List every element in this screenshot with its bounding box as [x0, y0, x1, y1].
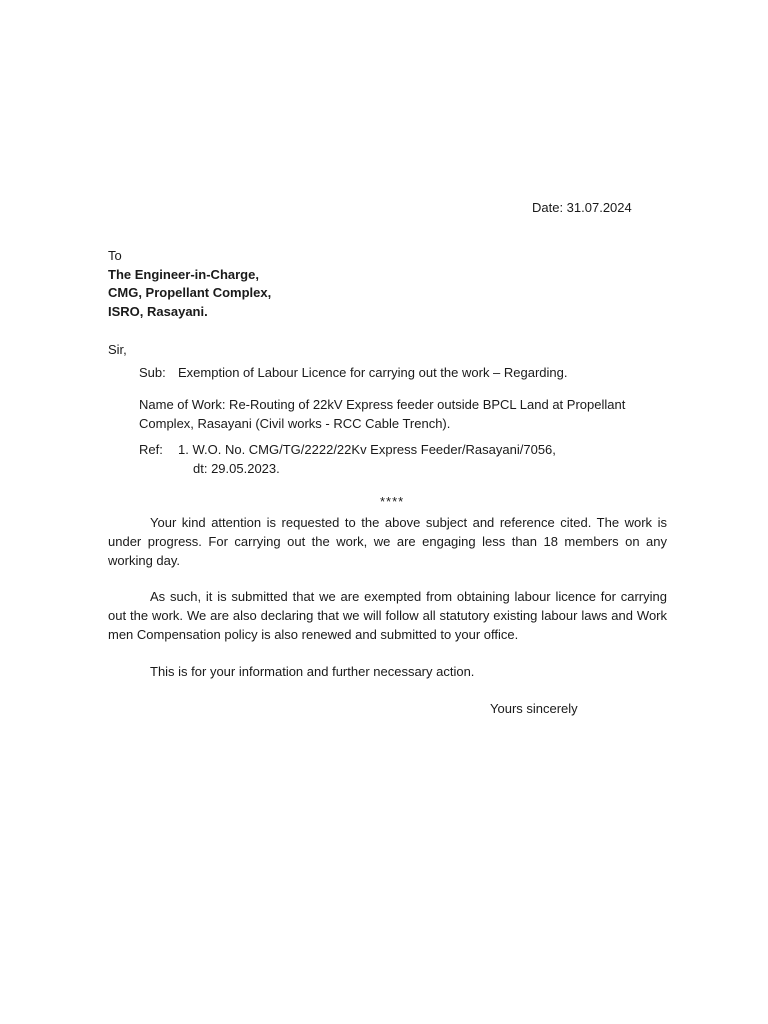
- to-label: To: [108, 248, 122, 263]
- body-paragraph-1: [108, 513, 667, 570]
- letter-date: Date: 31.07.2024: [532, 200, 632, 215]
- ref-line-2: dt: 29.05.2023.: [193, 461, 280, 476]
- separator: ****: [380, 494, 405, 509]
- body-paragraph-2: [108, 587, 667, 644]
- salutation: Sir,: [108, 342, 127, 357]
- subject-text: Exemption of Labour Licence for carrying out the work – Regarding.: [178, 365, 568, 380]
- recipient-line-1: The Engineer-in-Charge,: [108, 266, 259, 282]
- ref-line-1: 1. W.O. No. CMG/TG/2222/22Kv Express Feeder/Rasayani/7056,: [178, 442, 556, 457]
- body-paragraph-1-text: Your kind attention is requested to the above subject and reference cited. The work is under progress. For carrying out the work, we are engaging less than 18 members on any working day.: [108, 515, 667, 568]
- reference-block: [139, 440, 556, 478]
- body-paragraph-2-text: As such, it is submitted that we are exempted from obtaining labour licence for carrying out the work. We are also declaring that we will follow all statutory existing labour laws and Work men Compensation policy is also renewed and submitted to your office.: [108, 589, 667, 642]
- name-of-work: Name of Work: Re-Routing of 22kV Express feeder outside BPCL Land at Propellant Complex, Rasayani (Civil works - RCC Cable Trench).: [139, 397, 626, 431]
- closing: Yours sincerely: [490, 701, 578, 716]
- recipient-block: [108, 247, 271, 321]
- subject-label: Sub:: [139, 365, 166, 380]
- recipient-line-3: ISRO, Rasayani.: [108, 303, 208, 319]
- body-paragraph-3: This is for your information and further necessary action.: [150, 664, 475, 679]
- subject-line: [139, 363, 568, 382]
- ref-label: Ref:: [139, 442, 163, 457]
- recipient-line-2: CMG, Propellant Complex,: [108, 285, 272, 300]
